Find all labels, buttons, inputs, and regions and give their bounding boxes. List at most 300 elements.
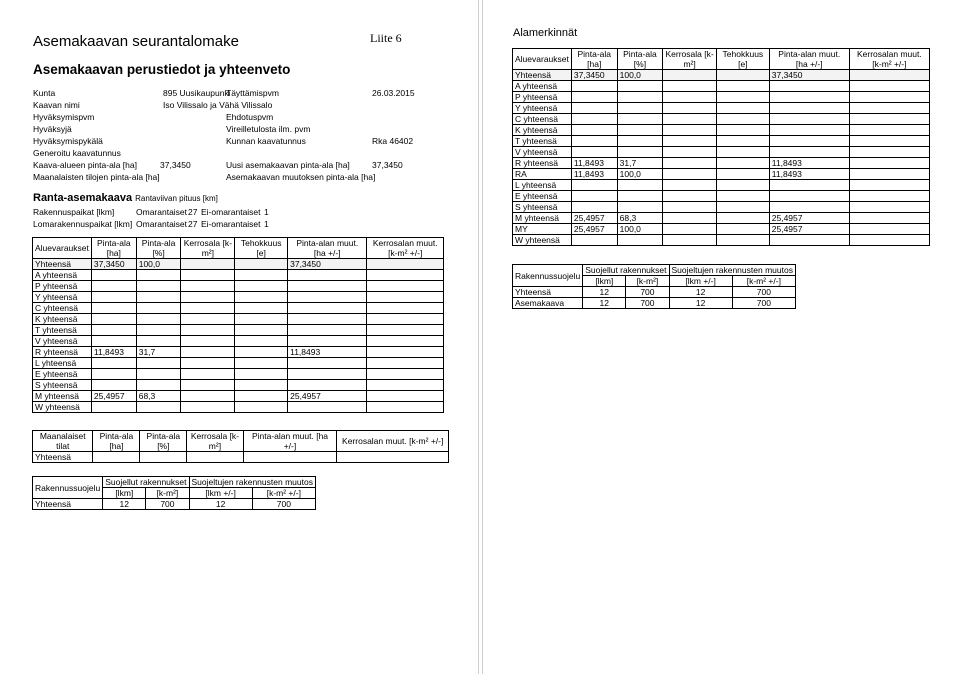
table-cell [91,325,136,336]
table-cell: 25,4957 [769,224,849,235]
table-cell [617,147,663,158]
table-cell: 100,0 [136,259,181,270]
table-row [33,336,444,347]
table-cell [181,281,235,292]
ranta-ei-omarantaiset-label: Ei-omarantaiset [201,207,261,217]
table-row [513,125,930,136]
table-row [33,270,444,281]
table-cell [367,325,444,336]
table-cell [716,180,769,191]
table-cell [235,259,288,270]
info-value-2: Rka 46402 [372,136,414,146]
table-cell [367,380,444,391]
table-cell [136,336,181,347]
table-cell: 11,8493 [288,347,367,358]
table-cell [235,303,288,314]
ranta-title-text: Ranta-asemakaava [33,192,133,204]
info-label-2: Asemakaavan muutoksen pinta-ala [ha] [226,172,376,182]
table-cell [235,325,288,336]
table-cell: 37,3450 [571,70,617,81]
table-cell [367,347,444,358]
table-cell [288,292,367,303]
table-cell [187,452,243,463]
table-cell [663,103,717,114]
table-cell [716,169,769,180]
row-label: T yhteensä [513,136,572,147]
table-cell [849,224,929,235]
table-row [513,70,930,81]
info-value: 895 Uusikaupunki [163,88,231,98]
table-cell [367,281,444,292]
table-cell [181,292,235,303]
table-cell [716,202,769,213]
table-cell [288,402,367,413]
column-header: Aluevaraukset [33,238,92,259]
table-cell [716,158,769,169]
ranta-row-label: Lomarakennuspaikat [lkm] [33,219,133,229]
table-cell [663,81,717,92]
table-cell [367,369,444,380]
table-cell [663,158,717,169]
column-header: Aluevaraukset [513,49,572,70]
table-cell [235,281,288,292]
table-cell [617,136,663,147]
column-header: Kerrosalan muut. [k-m² +/-] [367,238,444,259]
table-cell [849,202,929,213]
row-label: Yhteensä [33,259,92,270]
table-cell [849,92,929,103]
table-cell [716,235,769,246]
column-header: Pinta-ala [ha] [91,238,136,259]
table-cell: 68,3 [617,213,663,224]
column-header: Tehokkuus [e] [235,238,288,259]
column-header: Pinta-alan muut. [ha +/-] [769,49,849,70]
right-area-table [512,48,930,246]
row-label: M yhteensä [33,391,92,402]
table-cell [181,402,235,413]
table-cell [181,303,235,314]
row-label: K yhteensä [513,125,572,136]
info-label-2: Ehdotuspvm [226,112,274,122]
table-cell [769,202,849,213]
table-cell: 31,7 [617,158,663,169]
table-cell [769,125,849,136]
table-cell: 68,3 [136,391,181,402]
table-cell [849,235,929,246]
row-label: Yhteensä [33,499,103,510]
table-cell [769,103,849,114]
row-label: C yhteensä [513,114,572,125]
table-cell [849,213,929,224]
table-cell [663,202,717,213]
ranta-ei-omarantaiset-value: 1 [264,219,269,229]
table-row [513,147,930,158]
table-row [33,259,444,270]
table-cell [91,402,136,413]
table-cell [617,103,663,114]
table-row [513,169,930,180]
table-cell [663,92,717,103]
table-cell: 700 [732,287,795,298]
table-cell [716,147,769,158]
table-cell [716,114,769,125]
row-label: L yhteensä [33,358,92,369]
table-cell [716,191,769,202]
ranta-omarantaiset-value: 27 [188,219,198,229]
row-label: MY [513,224,572,235]
table-cell: 11,8493 [91,347,136,358]
table-cell [235,369,288,380]
ranta-omarantaiset-label: Omarantaiset [136,207,188,217]
table-cell [367,292,444,303]
table-cell: 12 [583,287,626,298]
table-cell [288,358,367,369]
table-cell [288,380,367,391]
table-cell [716,213,769,224]
row-label: V yhteensä [33,336,92,347]
table-cell [716,92,769,103]
table-cell [235,336,288,347]
table-cell: 25,4957 [769,213,849,224]
table-cell [367,303,444,314]
table-cell [181,325,235,336]
table-cell [235,347,288,358]
ranta-title [33,192,218,204]
row-label: A yhteensä [33,270,92,281]
table-cell [663,114,717,125]
table-cell [235,402,288,413]
table-cell [235,270,288,281]
info-label-2: Täyttämispvm [226,88,279,98]
table-cell [716,70,769,81]
table-row [513,298,796,309]
table-row [33,281,444,292]
table-cell [849,103,929,114]
table-cell [617,125,663,136]
column-group-header: Suojellut rakennukset [103,477,189,488]
table-cell [91,270,136,281]
liite-label: Liite 6 [370,31,402,45]
column-header: Kerrosala [k-m²] [181,238,235,259]
table-cell: 12 [669,298,732,309]
table-row [513,287,796,298]
row-label: T yhteensä [33,325,92,336]
table-cell [136,358,181,369]
table-cell: 25,4957 [91,391,136,402]
table-cell [136,314,181,325]
table-row [513,224,930,235]
table-cell [663,213,717,224]
table-cell [571,191,617,202]
table-row [513,136,930,147]
table-row [33,292,444,303]
table-header-row [33,238,444,259]
row-label: A yhteensä [513,81,572,92]
table-cell [849,147,929,158]
row-label: M yhteensä [513,213,572,224]
table-cell [663,180,717,191]
table-cell [91,336,136,347]
table-cell [91,281,136,292]
table-row [33,402,444,413]
column-header: [lkm] [103,488,146,499]
table-row [513,81,930,92]
table-cell [91,380,136,391]
column-header: Pinta-ala [ha] [93,431,140,452]
table-cell [716,136,769,147]
right-rakennussuojelu-table [512,264,796,309]
table-cell [769,180,849,191]
table-cell [663,235,717,246]
table-row [513,213,930,224]
column-header: [k-m² +/-] [732,276,795,287]
table-cell: 11,8493 [571,169,617,180]
table-cell [367,259,444,270]
info-label-2: Kunnan kaavatunnus [226,136,306,146]
row-label: E yhteensä [33,369,92,380]
table-cell: 25,4957 [288,391,367,402]
row-label: Yhteensä [513,287,583,298]
table-row [513,114,930,125]
info-label: Kunta [33,88,56,98]
left-area-table [32,237,444,413]
table-cell [136,369,181,380]
table-cell [663,191,717,202]
table-cell [367,314,444,325]
table-cell [617,202,663,213]
table-cell [617,114,663,125]
left-page [0,0,479,674]
table-cell [288,314,367,325]
table-cell [849,81,929,92]
table-cell: 700 [626,298,669,309]
table-row [33,325,444,336]
table-cell [571,92,617,103]
table-cell: 100,0 [617,70,663,81]
table-cell [91,314,136,325]
table-cell [663,169,717,180]
column-header: [lkm +/-] [189,488,252,499]
table-cell [571,202,617,213]
table-header-row [513,49,930,70]
column-header: Pinta-ala [%] [140,431,187,452]
table-cell [571,114,617,125]
table-row [33,452,449,463]
table-cell [663,147,717,158]
table-cell [288,336,367,347]
table-cell: 25,4957 [571,213,617,224]
ranta-subtitle: Rantaviivan pituus [km] [135,194,218,203]
row-label: Asemakaava [513,298,583,309]
table-cell: 31,7 [136,347,181,358]
column-header: Kerrosalan muut. [k-m² +/-] [849,49,929,70]
info-value-2: 26.03.2015 [372,88,415,98]
row-label: W yhteensä [513,235,572,246]
table-cell [367,391,444,402]
row-label: Yhteensä [513,70,572,81]
table-row [513,202,930,213]
table-cell [571,103,617,114]
row-label: W yhteensä [33,402,92,413]
table-cell [769,191,849,202]
table-cell [91,369,136,380]
row-label: R yhteensä [513,158,572,169]
table-cell [136,303,181,314]
table-cell: 11,8493 [769,169,849,180]
info-label: Generoitu kaavatunnus [33,148,121,158]
table-cell [663,136,717,147]
row-label: Y yhteensä [513,103,572,114]
table-cell [617,92,663,103]
table-cell [849,169,929,180]
table-row [33,369,444,380]
main-title: Asemakaavan seurantalomake [33,33,239,50]
table-cell [716,81,769,92]
info-value: Iso Vilissalo ja Vähä Vilissalo [163,100,273,110]
table-cell [571,136,617,147]
column-header: [k-m²] [626,276,669,287]
row-label: C yhteensä [33,303,92,314]
table-cell: 700 [626,287,669,298]
table-cell [571,180,617,191]
column-header: Pinta-alan muut. [ha +/-] [243,431,337,452]
table-cell [181,259,235,270]
info-label: Kaava-alueen pinta-ala [ha] [33,160,137,170]
right-page [482,0,960,674]
table-cell [849,114,929,125]
table-cell [181,347,235,358]
table-row [33,347,444,358]
row-label: E yhteensä [513,191,572,202]
table-cell [181,270,235,281]
column-group-header: Suojellut rakennukset [583,265,669,276]
table-cell [140,452,187,463]
column-header: Pinta-ala [%] [136,238,181,259]
table-cell [93,452,140,463]
left-rakennussuojelu-table [32,476,316,510]
row-label: V yhteensä [513,147,572,158]
row-label: P yhteensä [33,281,92,292]
table-cell: 12 [669,287,732,298]
ranta-omarantaiset-value: 27 [188,207,198,217]
table-cell [136,380,181,391]
table-cell [91,303,136,314]
column-header: Rakennussuojelu [513,265,583,287]
table-row [513,158,930,169]
table-row [513,180,930,191]
table-cell [367,402,444,413]
table-cell [663,224,717,235]
table-cell [617,191,663,202]
table-cell: 100,0 [617,169,663,180]
table-cell [181,336,235,347]
table-cell [181,391,235,402]
table-cell [243,452,337,463]
table-cell [571,125,617,136]
info-label: Hyväksymispykälä [33,136,103,146]
table-cell [136,292,181,303]
row-label: L yhteensä [513,180,572,191]
table-cell: 700 [252,499,315,510]
table-cell [367,336,444,347]
table-cell: 12 [189,499,252,510]
table-cell [288,281,367,292]
info-label: Hyväksymispvm [33,112,95,122]
column-header: Kerrosala [k-m²] [663,49,717,70]
table-row [33,358,444,369]
row-label: Y yhteensä [33,292,92,303]
column-header: Maanalaiset tilat [33,431,93,452]
table-cell [849,158,929,169]
info-label: Maanalaisten tilojen pinta-ala [ha] [33,172,160,182]
row-label: S yhteensä [33,380,92,391]
table-cell [91,358,136,369]
table-row [513,92,930,103]
column-header: Tehokkuus [e] [716,49,769,70]
ranta-omarantaiset-label: Omarantaiset [136,219,188,229]
table-cell [288,369,367,380]
column-header: [k-m²] [146,488,189,499]
info-value: 37,3450 [160,160,191,170]
row-label: RA [513,169,572,180]
table-cell [235,314,288,325]
table-cell [288,270,367,281]
row-label: P yhteensä [513,92,572,103]
info-label: Kaavan nimi [33,100,80,110]
table-cell: 11,8493 [769,158,849,169]
table-cell: 700 [146,499,189,510]
table-cell [367,270,444,281]
column-header: Pinta-ala [%] [617,49,663,70]
table-row [33,380,444,391]
table-cell: 37,3450 [91,259,136,270]
table-cell [136,325,181,336]
table-cell [617,180,663,191]
table-header-row [33,431,449,452]
table-cell [617,81,663,92]
table-row [33,314,444,325]
table-cell [181,358,235,369]
column-header: [lkm +/-] [669,276,732,287]
table-cell [571,235,617,246]
column-header: Pinta-alan muut. [ha +/-] [288,238,367,259]
column-header: Pinta-ala [ha] [571,49,617,70]
table-row [513,103,930,114]
column-header: Kerrosalan muut. [k-m² +/-] [337,431,449,452]
column-header: [lkm] [583,276,626,287]
table-cell [849,180,929,191]
table-cell: 37,3450 [288,259,367,270]
table-cell [769,92,849,103]
table-cell: 25,4957 [571,224,617,235]
table-cell [181,380,235,391]
table-row [33,499,316,510]
table-cell: 100,0 [617,224,663,235]
info-label: Hyväksyjä [33,124,72,134]
column-group-header: Suojeltujen rakennusten muutos [189,477,315,488]
table-cell [849,191,929,202]
table-cell [235,292,288,303]
table-cell [849,70,929,81]
table-cell [136,270,181,281]
ranta-row-label: Rakennuspaikat [lkm] [33,207,115,217]
maanalaiset-table [32,430,449,463]
table-cell [288,325,367,336]
column-header: Kerrosala [k-m²] [187,431,243,452]
table-cell: 12 [583,298,626,309]
table-cell [367,358,444,369]
row-label: K yhteensä [33,314,92,325]
